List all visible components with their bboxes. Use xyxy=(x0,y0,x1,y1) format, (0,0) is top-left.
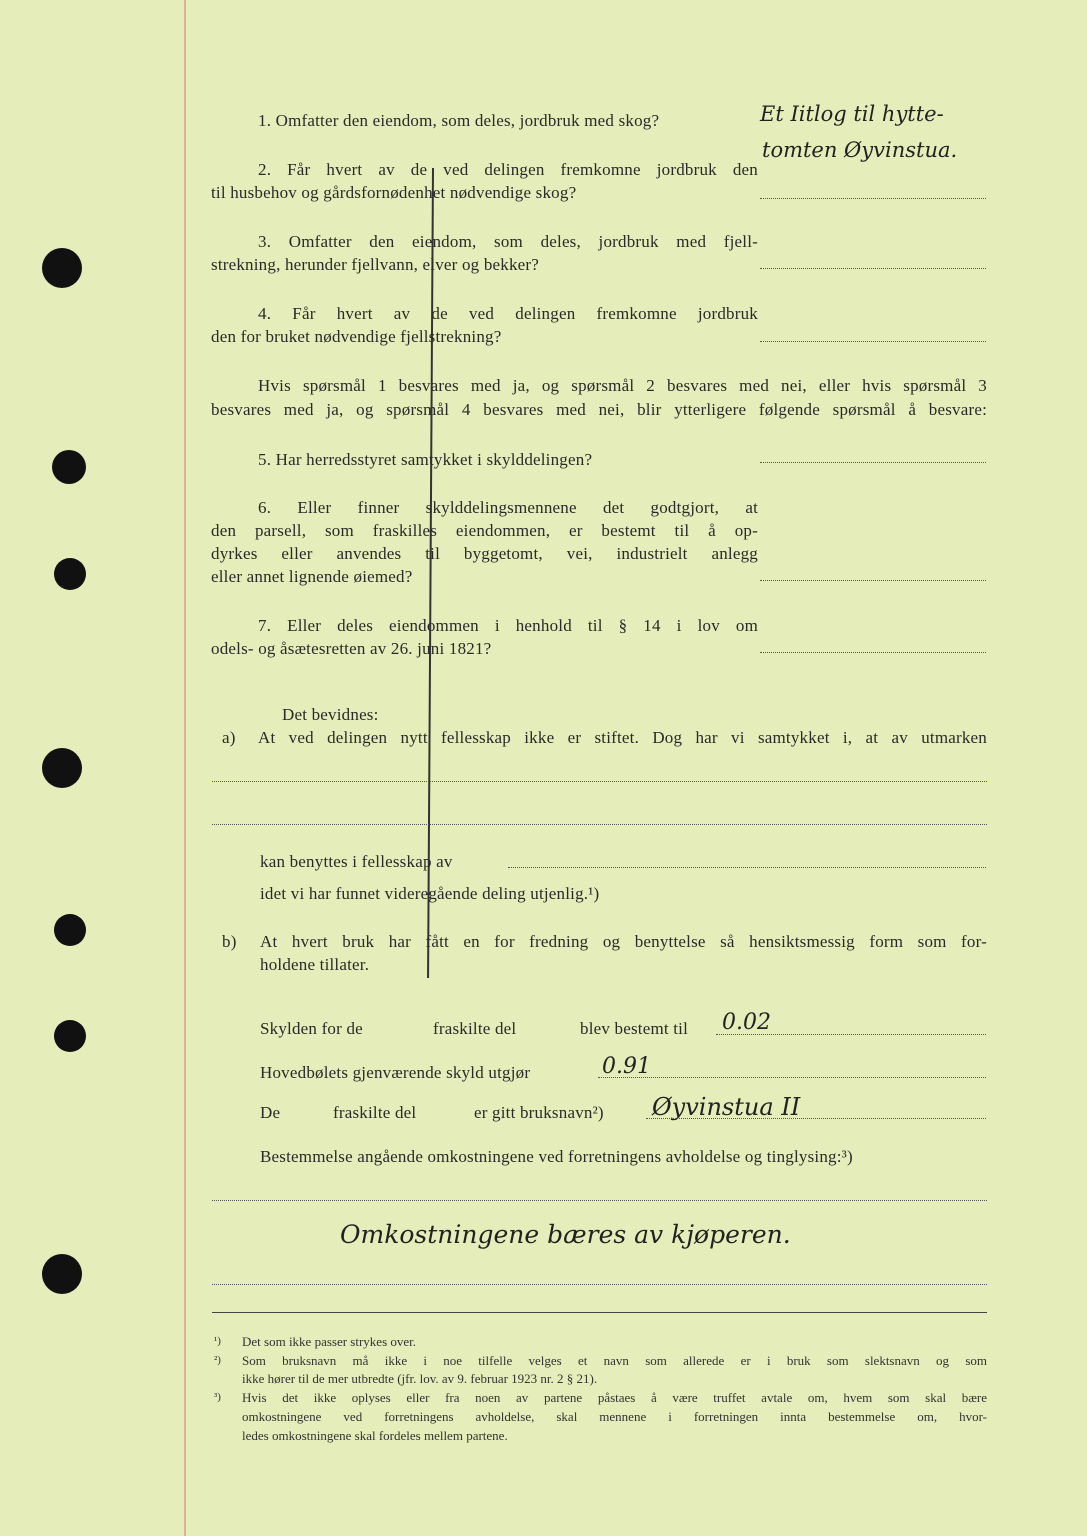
question-5: 5. Har herredsstyret samtykket i skylddelingen? xyxy=(258,450,593,469)
question-3-line-2: strekning, herunder fjellvann, elver og bekker? xyxy=(211,255,540,274)
question-1: 1. Omfatter den eiendom, som deles, jordbruk med skog? xyxy=(258,111,660,130)
skyld-blank xyxy=(716,1034,986,1035)
answer-line xyxy=(760,580,986,581)
farm-name-label-1: De xyxy=(260,1103,281,1122)
conditional-line-2: besvares med ja, og spørsmål 4 besvares med nei, blir ytterligere følgende spørsmål å besvare: xyxy=(211,400,987,419)
item-a-marker: a) xyxy=(222,728,236,747)
answer-line xyxy=(760,198,986,199)
skyld-label-3: blev bestemt til xyxy=(580,1019,689,1038)
footnote-3-marker: ³) xyxy=(214,1391,221,1403)
skyld-label-2: fraskilte del xyxy=(433,1019,517,1038)
footnote-divider xyxy=(212,1312,987,1313)
answer-line xyxy=(760,652,986,653)
item-b-line-2: holdene tillater. xyxy=(260,955,370,974)
footnote-2-line-2: ikke hører til de mer utbredte (jfr. lov. av 9. februar 1923 nr. 2 § 21). xyxy=(242,1371,598,1386)
shared-use-blank xyxy=(508,867,986,868)
farm-name-blank xyxy=(646,1118,986,1119)
costs-value: Omkostningene bæres av kjøperen. xyxy=(340,1220,791,1249)
question-6-line-1: 6. Eller finner skylddelingsmennene det godtgjort, at xyxy=(258,498,758,517)
blank-line xyxy=(212,1200,987,1201)
question-6-line-4: eller annet lignende øiemed? xyxy=(211,567,413,586)
question-7-line-1: 7. Eller deles eiendommen i henhold til § 14 i lov om xyxy=(258,616,758,635)
question-1-answer-line-1: Et Iitlog til hytte- xyxy=(760,102,944,126)
punch-hole xyxy=(42,248,82,288)
farm-name-value: Øyvinstua II xyxy=(652,1093,801,1121)
punch-hole xyxy=(54,914,86,946)
question-4-line-1: 4. Får hvert av de ved delingen fremkomne jordbruk xyxy=(258,304,758,323)
question-2-line-2: til husbehov og gårdsfornødenhet nødvendige skog? xyxy=(211,183,577,202)
question-1-answer-line-2: tomten Øyvinstua. xyxy=(762,138,958,162)
answer-line xyxy=(760,268,986,269)
costs-label: Bestemmelse angående omkostningene ved forretningens avholdelse og tinglysing:³) xyxy=(260,1147,853,1166)
question-2-line-1: 2. Får hvert av de ved delingen fremkomne jordbruk den xyxy=(258,160,758,179)
skyld-label-1: Skylden for de xyxy=(260,1019,363,1038)
footnote-2-line-1: Som bruksnavn må ikke i noe tilfelle velges et navn som allerede er i bruk som slektsnavn og som xyxy=(242,1353,987,1368)
footnote-3-line-2: omkostningene ved forretningens avholdelse, skal mennene i forretningen innta bestemmelse om, hvor- xyxy=(242,1409,987,1424)
punch-hole xyxy=(52,450,86,484)
skyld-value: 0.02 xyxy=(722,1010,771,1035)
blank-line xyxy=(212,1284,987,1285)
remaining-skyld-blank xyxy=(598,1077,986,1078)
farm-name-label-3: er gitt bruksnavn²) xyxy=(474,1103,604,1122)
blank-line xyxy=(212,781,987,782)
answer-line xyxy=(760,462,986,463)
footnote-3-line-3: ledes omkostningene skal fordeles mellem partene. xyxy=(242,1428,508,1443)
remaining-skyld-label: Hovedbølets gjenværende skyld utgjør xyxy=(260,1063,531,1082)
footnote-1-line-1: Det som ikke passer strykes over. xyxy=(242,1334,417,1349)
item-b-marker: b) xyxy=(222,932,237,951)
remaining-skyld-value: 0.91 xyxy=(602,1054,651,1079)
blank-line xyxy=(212,824,987,825)
footnote-1-marker: ¹) xyxy=(214,1335,221,1347)
punch-hole xyxy=(42,1254,82,1294)
punch-hole xyxy=(54,1020,86,1052)
question-3-line-1: 3. Omfatter den eiendom, som deles, jordbruk med fjell- xyxy=(258,232,758,251)
conditional-line-1: Hvis spørsmål 1 besvares med ja, og spørsmål 2 besvares med nei, eller hvis spørsmål 3 xyxy=(258,376,987,395)
question-7-line-2: odels- og åsætesretten av 26. juni 1821? xyxy=(211,639,492,658)
question-4-line-2: den for bruket nødvendige fjellstrekning? xyxy=(211,327,502,346)
shared-use-line: kan benyttes i fellesskap av xyxy=(260,852,453,871)
answer-line xyxy=(760,341,986,342)
further-division-line: idet vi har funnet videregående deling utjenlig.¹) xyxy=(260,884,600,903)
item-b-line-1: At hvert bruk har fått en for fredning og benyttelse så hensiktsmessig form som for- xyxy=(260,932,987,951)
question-6-line-2: den parsell, som fraskilles eiendommen, er bestemt til å op- xyxy=(211,521,758,540)
punch-hole xyxy=(42,748,82,788)
farm-name-label-2: fraskilte del xyxy=(333,1103,417,1122)
punch-hole xyxy=(54,558,86,590)
certification-heading: Det bevidnes: xyxy=(282,705,379,724)
footnote-2-marker: ²) xyxy=(214,1354,221,1366)
margin-line xyxy=(184,0,186,1536)
footnote-3-line-1: Hvis det ikke oplyses eller fra noen av partene påstaes å være truffet avtale om, hvem som skal bære xyxy=(242,1390,987,1405)
item-a-text: At ved delingen nytt fellesskap ikke er stiftet. Dog har vi samtykket i, at av utmarken xyxy=(258,728,987,747)
question-6-line-3: dyrkes eller anvendes til byggetomt, vei, industrielt anlegg xyxy=(211,544,758,563)
